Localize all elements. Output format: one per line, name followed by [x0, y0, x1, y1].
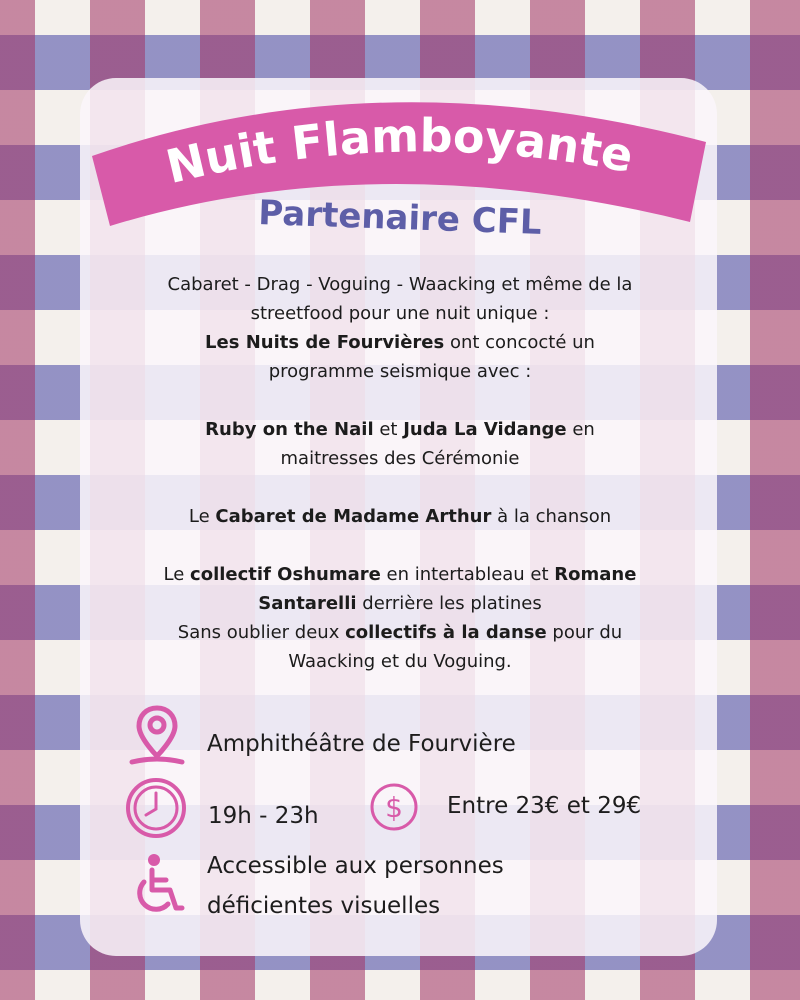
- accessibility-line: déficientes visuelles: [207, 893, 441, 919]
- clock-icon: [124, 776, 188, 840]
- wheelchair-icon: [132, 852, 190, 918]
- accessibility-line: Accessible aux personnes: [207, 853, 504, 879]
- desc-text: Le: [188, 506, 216, 527]
- location-text: Amphithéâtre de Fourvière: [207, 731, 516, 757]
- desc-line: maitresses des Cérémonie: [280, 448, 520, 469]
- time-text: 19h - 23h: [208, 803, 319, 829]
- desc-text: pour du: [546, 622, 623, 643]
- desc-bold: Juda La Vidange: [403, 419, 567, 440]
- desc-bold: collectif Oshumare: [190, 564, 381, 585]
- desc-bold: Santarelli: [258, 593, 357, 614]
- desc-text: et: [373, 419, 404, 440]
- location-pin-icon: [128, 704, 186, 768]
- desc-line: [120, 328, 680, 357]
- price-text: Entre 23€ et 29€: [447, 793, 642, 819]
- accessibility-text: [207, 846, 504, 926]
- desc-text: en: [566, 419, 595, 440]
- dollar-icon: [369, 782, 419, 832]
- desc-text: Sans oublier deux: [177, 622, 346, 643]
- desc-line: Waacking et du Voguing.: [288, 651, 512, 672]
- desc-line: [120, 560, 680, 589]
- desc-text: Le: [163, 564, 191, 585]
- desc-line: [120, 618, 680, 647]
- desc-text: à la chanson: [491, 506, 612, 527]
- desc-text: en intertableau et: [380, 564, 555, 585]
- desc-text: ont concocté un: [444, 332, 595, 353]
- desc-line: [120, 415, 680, 444]
- subtitle: Partenaire CFL: [257, 193, 543, 243]
- desc-bold: Romane: [554, 564, 637, 585]
- event-description: [120, 270, 680, 676]
- page-title-text: Nuit Flamboyante: [161, 108, 638, 195]
- desc-line: Cabaret - Drag - Voguing - Waacking et même de la: [167, 274, 633, 295]
- desc-bold: Ruby on the Nail: [205, 419, 374, 440]
- desc-bold: collectifs à la danse: [345, 622, 547, 643]
- desc-line: streetfood pour une nuit unique :: [250, 303, 550, 324]
- desc-line: [120, 502, 680, 531]
- desc-line: programme seismique avec :: [268, 361, 532, 382]
- desc-bold: Les Nuits de Fourvières: [205, 332, 445, 353]
- desc-bold: Cabaret de Madame Arthur: [215, 506, 492, 527]
- desc-text: derrière les platines: [356, 593, 542, 614]
- desc-line: [120, 589, 680, 618]
- svg-text:$: $: [385, 791, 403, 824]
